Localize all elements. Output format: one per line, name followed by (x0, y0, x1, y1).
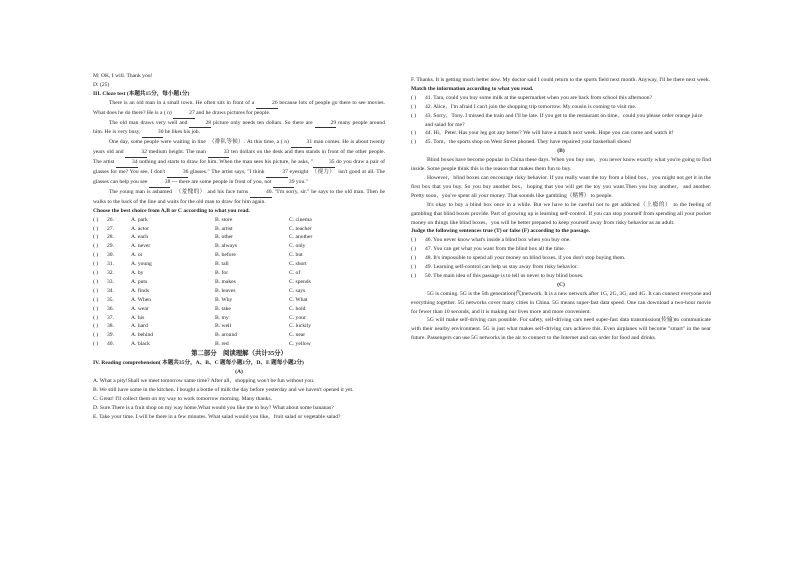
option-cell: ( ) (93, 252, 99, 259)
cloze-text: and he draws pictures for people. (194, 109, 271, 116)
match-question: 43. Sorry，Tony. I missed the train and I'll be late. If you get to the restaurant on time，could you please order orange juice and salad for me? (425, 112, 703, 128)
option-cell: C. What (289, 296, 308, 303)
section-b-label: (B) (557, 148, 565, 155)
passage-paragraph: However，blind boxes can encourage risky behavior. If you really want the toy from a blind box，you might not get it in the first box that you buy. So you buy another box，hoping that you will get the toy you want.Then you buy another，and another. Pretty soon，you've spent all your money. That sounds like gambling（赌博） to people. (411, 174, 711, 199)
option-cell: 33. (107, 278, 114, 285)
cloze-passage (93, 99, 385, 207)
option-cell: B. leaves (215, 287, 236, 294)
option-cell: B. Why (215, 296, 233, 303)
blank-28: 28 (189, 119, 211, 129)
cloze-text: The old man draws very well and (109, 119, 190, 126)
section-c-label: (C) (557, 281, 565, 288)
option-cell: C. hold (289, 305, 306, 312)
passage-paragraph: 5G will make self-driving cars possible. For safety, self-driving cars need super-fast data transmission(传输)to communicate with their nearby environment. 5G is just what makes self-driving cars achieve this. Even airplanes will become "smart" in the near future. Passengers can use 5G networks in the air to connect to the Internet and can order for food and drinks. (411, 317, 711, 342)
option-f: F. Thanks. It is getting much better now. My doctor said I could return to the sports field next month. Anyway, I'll be there next week. (411, 77, 711, 83)
blank-27: 27 (173, 109, 195, 119)
cloze-text: medium height. The man (146, 149, 208, 156)
option-cell: C. only (289, 243, 306, 250)
answer-bracket: ( ) (411, 94, 417, 101)
cloze-text: man comes. He is about twenty years old and (93, 139, 386, 156)
section-a-label: (A) (235, 369, 243, 375)
option-cell: ( ) (93, 234, 99, 241)
option-cell: ( ) (93, 270, 99, 277)
option-cell: C. of (289, 270, 301, 277)
cloze-paragraph (93, 188, 385, 207)
option-row (93, 278, 385, 287)
cloze-paragraph (93, 99, 385, 119)
answer-bracket: ( ) (411, 246, 417, 253)
option-cell: 39. (107, 332, 114, 339)
option-cell: B. makes (215, 278, 236, 285)
blank-29: 29 (315, 119, 337, 129)
option-cell: ( ) (93, 216, 99, 223)
option-row (93, 331, 385, 340)
tf-statement: 46. You never know what's inside a blind box when you buy one. (425, 237, 571, 244)
blank-30: 30 (142, 128, 164, 138)
option-cell: 30. (107, 252, 114, 259)
passage-paragraph: Blind boxes have become popular in China these days. When you buy one，you never know exactly what you're going to find inside. Some people think this is the reason that makes them fun to buy. (411, 157, 711, 173)
cloze-text: you." (294, 178, 308, 185)
cloze-text: he likes his job. (163, 129, 200, 136)
tf-item (411, 254, 711, 263)
blank-40: 40 (250, 188, 272, 198)
option-cell: 34. (107, 287, 114, 294)
option-cell: A. each (131, 234, 149, 241)
match-question: 41. Tara, could you buy some milk at the supermarket when you are back from school this afternoon? (425, 94, 653, 101)
blank-36: 36 (167, 168, 189, 178)
option-cell: C. teacher (289, 225, 312, 232)
option-row (93, 269, 385, 278)
tf-item (411, 272, 711, 281)
option-cell: C. spends (289, 278, 311, 285)
option-cell: 37. (107, 314, 114, 321)
option-cell: B. store (215, 216, 233, 223)
dialogue-option: C. Great! I'll collect them on my way to work tomorrow morning. Many thanks. (93, 395, 273, 402)
option-cell: C. luckily (289, 323, 312, 330)
option-cell: A. his (131, 314, 145, 321)
blank-38: 38 (149, 178, 171, 188)
option-cell: ( ) (93, 305, 99, 312)
option-cell: A. black (131, 341, 150, 348)
option-cell: B. tall (215, 261, 229, 268)
option-cell: ( ) (93, 332, 99, 339)
option-cell: B. for (215, 270, 229, 277)
option-cell: A. by (131, 270, 144, 277)
cloze-heading: III. Cloze test (本题共15分，每小题1分) (93, 90, 190, 97)
dialogue-option: B. We still have some in the kitchen. I bought a bottle of milk the day before yesterday and we haven't opened it yet. (93, 386, 354, 393)
blank-32: 32 (125, 148, 147, 158)
cloze-paragraph (93, 138, 385, 188)
option-cell: C. near (289, 332, 306, 339)
option-row (93, 322, 385, 331)
option-cell: B. always (215, 243, 238, 250)
match-item (411, 103, 711, 112)
blank-26: 26 (256, 99, 278, 109)
blank-37: 37 (266, 168, 288, 178)
option-cell: A. hard (131, 323, 148, 330)
option-cell: ( ) (93, 314, 99, 321)
option-cell: A. young (131, 261, 152, 268)
option-row (93, 305, 385, 314)
match-item (411, 112, 711, 130)
option-row (93, 225, 385, 234)
option-cell: ( ) (93, 261, 99, 268)
option-cell: B. artist (215, 225, 233, 232)
option-cell: ( ) (93, 278, 99, 285)
dialogue-option: A. What a pity!Shall we meet tomorrow same time? After all，shopping won't be fun without you. (93, 377, 315, 384)
option-cell: ( ) (93, 296, 99, 303)
blank-35: 35 (313, 158, 335, 168)
option-cell: ( ) (93, 287, 99, 294)
option-cell: C. says (289, 287, 306, 294)
option-cell: C. short (289, 261, 307, 268)
option-cell: ( ) (93, 225, 99, 232)
answer-bracket: ( ) (411, 103, 417, 110)
option-row (93, 260, 385, 269)
match-items (411, 94, 711, 147)
choose-heading: Choose the best choice from A,B or C according to what you read. (93, 207, 250, 214)
cloze-text: ten dollars on the desk and then stands in front of the other people. The artist (93, 149, 385, 166)
match-question: 42. Alice，I'm afraid I can't join the shopping trip tomorrow. My cousin is coming to visit me. (425, 103, 637, 110)
option-row (93, 296, 385, 305)
answer-bracket: ( ) (411, 264, 417, 271)
option-cell: 29. (107, 243, 114, 250)
dialogue-line-m: M: OK, I will. Thank you! (93, 73, 153, 79)
reading-heading: IV. Reading comprehension( 本题共35分，A、B、C 题每小题1分，D、E 题每小题2分) (93, 360, 304, 367)
option-cell: A. never (131, 243, 151, 250)
right-column (411, 76, 711, 343)
option-cell: A. actor (131, 225, 150, 232)
option-cell: A. wear (131, 305, 149, 312)
option-cell: 36. (107, 305, 114, 312)
blank-39: 39 (273, 178, 295, 188)
option-cell: 32. (107, 270, 114, 277)
match-item (411, 94, 711, 103)
option-cell: C. another (289, 234, 313, 241)
blank-31: 31 (291, 138, 313, 148)
option-cell: 31. (107, 261, 114, 268)
option-row (93, 314, 385, 323)
tf-statement: 49. Learning self-control can help us stay away from risky behavior. (425, 264, 578, 271)
option-cell: C. your (289, 314, 306, 321)
answer-bracket: ( ) (411, 237, 417, 244)
dialogue-option: E. Take your time. I will be there in a few minutes. What salad would you like，fruit salad or vegetable salad? (93, 413, 341, 420)
option-cell: A. or (131, 252, 143, 259)
option-cell: A. When (131, 296, 152, 303)
dialogue-option: D. Sure.There is a fruit shop on my way home.What would you like me to buy? What about some bananas? (93, 404, 334, 411)
option-cell: 26. (107, 216, 114, 223)
cloze-paragraph (93, 119, 385, 139)
passage-b (411, 156, 711, 227)
option-cell: 35. (107, 296, 114, 303)
answer-bracket: ( ) (411, 139, 417, 146)
tf-items (411, 236, 711, 281)
passage-paragraph: It's okay to buy a blind box once in a while. But we have to be careful not to get addicted（上瘾的） to the feeling of gambling that blind boxes provide. Part of growing up is learning self-control. If you can stop yourself from spending all your pocket money on things like blind boxes，you will be better prepared to keep yourself away from risky behavior as an adult. (411, 201, 711, 226)
left-column (93, 72, 385, 421)
option-cell: C. yellow (289, 341, 311, 348)
cloze-text: picture only needs ten dollars. So there are (211, 119, 315, 126)
tf-item (411, 263, 711, 272)
match-item (411, 138, 711, 147)
option-row (93, 251, 385, 260)
cloze-text: There is an old man in a small town. He often sits in front of a (109, 99, 257, 106)
cloze-text: . "I'm sorry, sir." he says to the old man. Then he walks to the back of the line and waits for the old man to draw for him again. (93, 188, 385, 205)
option-cell: 27. (107, 225, 114, 232)
option-cell: B. red (215, 341, 229, 348)
option-row (93, 287, 385, 296)
dialogue-line-d: D: (25) (93, 81, 110, 88)
option-cell: B. before (215, 252, 236, 259)
match-question: 44. Hi，Peter. Has your leg got any better? We will have a match next week. Hope you can come and watch it! (425, 130, 674, 137)
option-cell: A. behind (131, 332, 154, 339)
option-cell: B. my (215, 314, 229, 321)
cloze-text: because lots of people go there to see movies. What does he do there? He is a ( n) (93, 99, 386, 116)
tf-statement: 47. You can get what you want from the blind box all the time. (425, 246, 566, 253)
option-cell: A. puts (131, 278, 148, 285)
option-cell: 38. (107, 323, 114, 330)
cloze-text: eyesight （视力） isn't good at all. The glasses can help you see (93, 169, 385, 185)
cloze-text: glasses." The artist says, "I think (188, 169, 267, 176)
option-cell: C. cinema (289, 216, 312, 223)
match-item (411, 129, 711, 138)
option-cell: C. but (289, 252, 303, 259)
option-cell: B. other (215, 234, 234, 241)
answer-bracket: ( ) (411, 255, 417, 262)
part2-heading: 第二部分 阅读理解（共计35分） (191, 350, 287, 358)
option-row (93, 216, 385, 225)
option-cell: A. finds (131, 287, 150, 294)
cloze-options (93, 216, 385, 350)
cloze-text: --- there are some people in front of you, not (170, 178, 273, 185)
option-row (93, 340, 385, 349)
answer-bracket: ( ) (411, 272, 417, 279)
answer-bracket: ( ) (411, 112, 417, 119)
match-heading: Match the information according to what you read. (411, 85, 534, 92)
option-cell: 28. (107, 234, 114, 241)
cloze-text: nothing and starts to draw for him. When the man sees his picture, he asks, " (137, 159, 313, 166)
cloze-text: many people around him. He is very busy, (93, 119, 385, 136)
tf-statement: 50. The main idea of this passage is to tell us never to buy blind boxes. (425, 272, 584, 279)
cloze-text: do you draw a pair of glasses for me? You see, I don't (93, 159, 385, 176)
tf-item (411, 245, 711, 254)
dialogue-options (93, 377, 385, 422)
option-row (93, 233, 385, 242)
option-cell: B. take (215, 305, 231, 312)
passage-paragraph: 5G is coming. 5G is the 5th generation(代)network. It is a new network after 1G, 2G, 3G, and 4G. It can connect everyone and everything together. 5G networks cover many cities in China. 5G means super-fast data speed. One can download a two-hour movie for fewer than 10 seconds, and it is making our lives more and more convenient. (411, 290, 711, 315)
tf-item (411, 236, 711, 245)
tf-heading: Judge the following sentences true (T) or false (F) according to the passage. (411, 228, 591, 235)
option-cell: B. around (215, 332, 238, 339)
match-question: 45. Tom，the sports shop on West Street phoned. They have repaired your basketball shoes! (425, 139, 632, 146)
option-cell: A. park (131, 216, 148, 223)
blank-33: 33 (208, 148, 230, 158)
option-cell: ( ) (93, 323, 99, 330)
blank-34: 34 (116, 158, 138, 168)
option-cell: B. well (215, 323, 232, 330)
option-cell: 40. (107, 341, 114, 348)
option-row (93, 242, 385, 251)
cloze-text: The young man is ashamed （羞愧的） and his face turns (109, 188, 250, 195)
cloze-text: One day, some people were waiting in line （排队等候）. At this time, a ( n) (109, 139, 291, 146)
passage-c (411, 290, 711, 343)
answer-bracket: ( ) (411, 130, 417, 137)
option-cell: ( ) (93, 243, 99, 250)
tf-statement: 48. It's impossible to spend all your money on blind boxes, if you don't stop buying them. (425, 255, 626, 262)
option-cell: ( ) (93, 341, 99, 348)
